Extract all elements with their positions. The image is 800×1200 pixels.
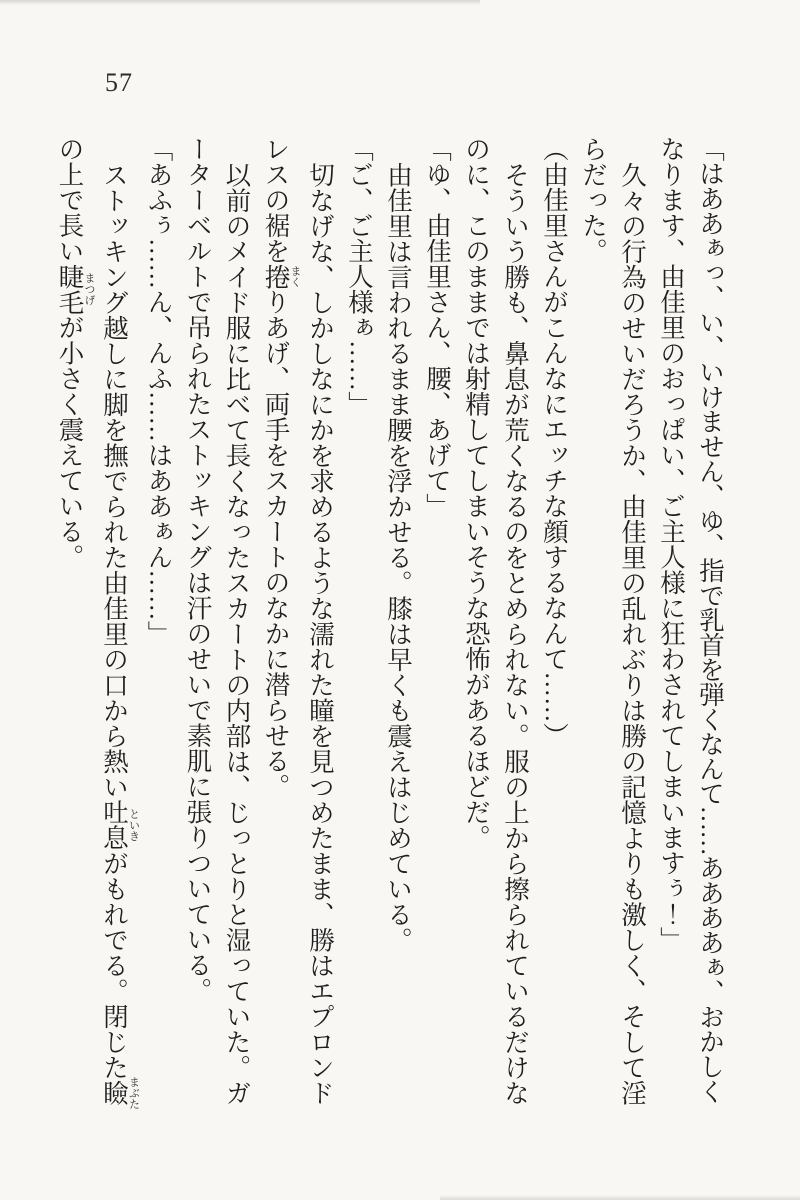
- text-line: そういう勝も、鼻息が荒くなるのをとめられない。服の上から擦られているだけな: [501, 161, 530, 1105]
- ruby-base: 吐息といき: [100, 799, 140, 850]
- ruby-base: 瞼まぶた: [100, 1075, 140, 1109]
- text-line: （由佳里さんがこんなにエッチな顔するなんて……）: [540, 136, 569, 748]
- text-line: 由佳里は言われるまま腰を浮かせる。膝は早くも震えはじめている。: [384, 161, 413, 952]
- ruby-base: 睫毛まつげ: [55, 263, 95, 315]
- furigana: まぶた: [127, 1075, 140, 1109]
- text-line: 切なげな、しかしなにかを求めるような濡れた瞳を見つめたまま、勝はエプロンド: [306, 161, 335, 1105]
- text-line: 「あふぅ……ん、んふ……はああぁん……」: [144, 136, 174, 646]
- text-line: のに、このままでは射精してしまいそうな恐怖があるほどだ。: [462, 136, 491, 850]
- text-line: 以前のメイド服に比べて長くなったスカートの内部は、じっとりと湿っていた。ガ: [222, 161, 252, 1105]
- text-line: レスの裾を捲まくりあげ、両手をスカートのなかに潜らせる。: [261, 136, 301, 799]
- furigana: まく: [289, 263, 301, 289]
- text-line: らだった。: [579, 136, 608, 264]
- text-line: 「はああぁっ、い、いけません、ゆ、指で乳首を弾くなんて……ああああぁ、おかしく: [696, 136, 725, 1104]
- text-line: なります、由佳里のおっぱい、ご主人様に狂わされてしまいますぅ！」: [657, 136, 686, 952]
- text-line: 「ゆ、由佳里さん、腰、あげて」: [423, 136, 452, 519]
- vertical-text-block: [51, 136, 731, 1146]
- ruby-base: 捲まく: [261, 263, 301, 289]
- page-number: 57: [105, 68, 133, 97]
- furigana: まつげ: [83, 263, 95, 315]
- text-line: ーターベルトで吊られたストッキングは汗のせいで素肌に張りついている。: [183, 136, 213, 1003]
- furigana: といき: [127, 799, 140, 850]
- text-line: 久々の行為のせいだろうか、由佳里の乱れぶりは勝の記憶よりも激しく、そして淫: [618, 161, 647, 1105]
- text-line: 「ご、ご主人様ぁ……」: [345, 136, 374, 417]
- text-line: ストッキング越しに脚を撫でられた由佳里の口から熱い吐息といきがもれでる。閉じた瞼まぶた: [100, 161, 140, 1109]
- text-line: の上で長い睫毛まつげが小さく震えている。: [55, 136, 95, 570]
